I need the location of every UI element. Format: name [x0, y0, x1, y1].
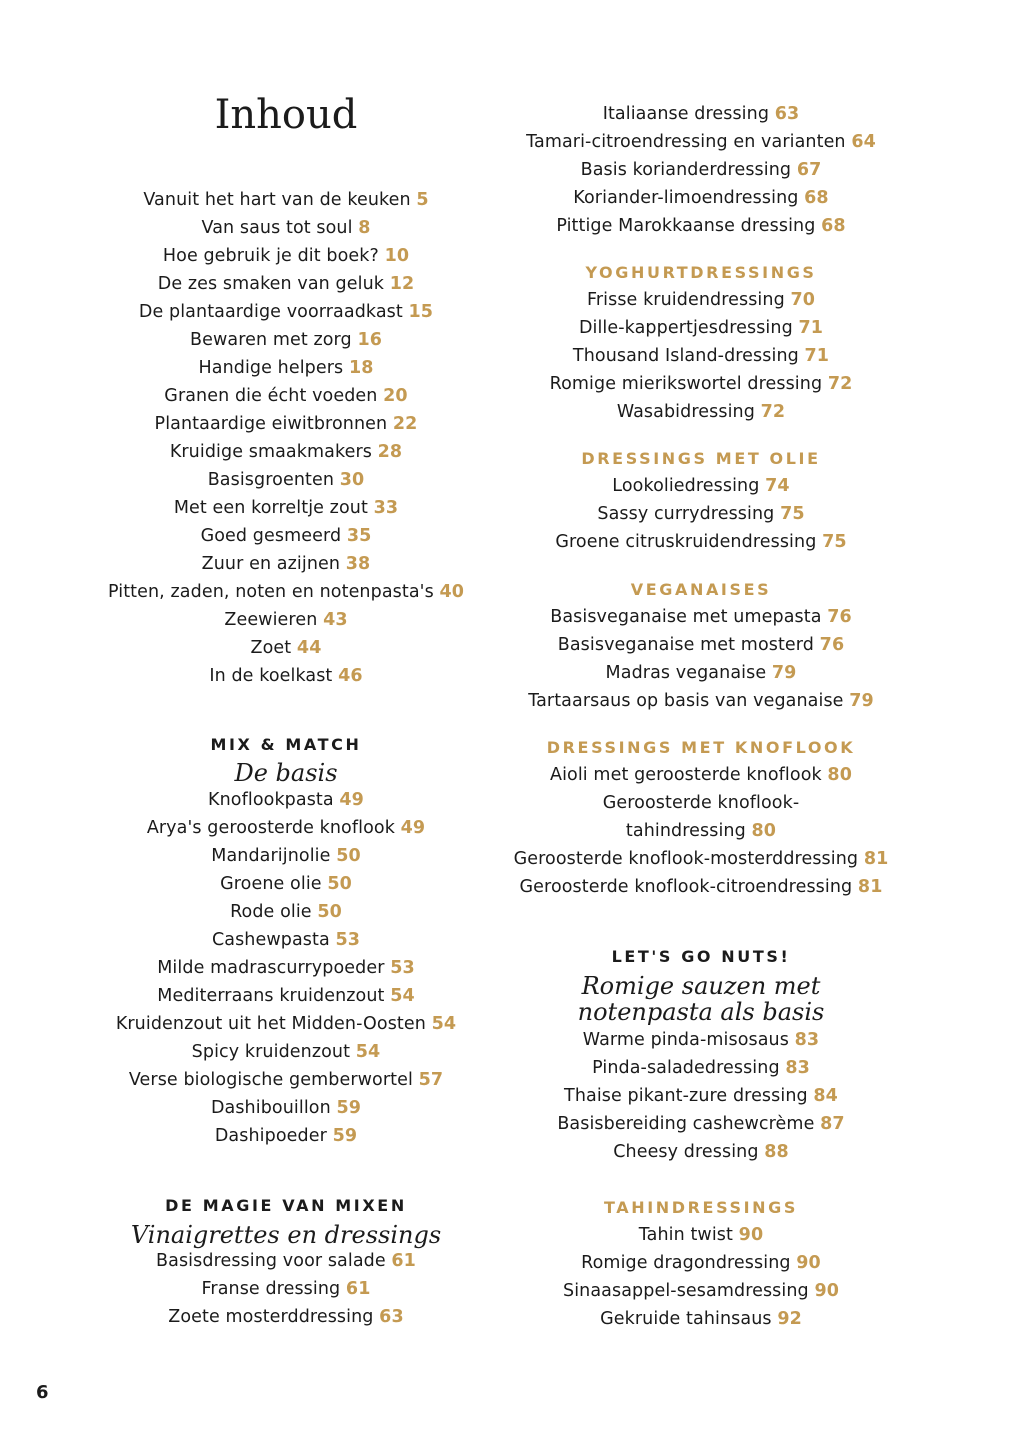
- toc-entry-title: Tartaarsaus op basis van veganaise: [528, 691, 844, 711]
- toc-entry-page: 72: [760, 402, 786, 422]
- toc-entry-title: Plantaardige eiwitbronnen: [154, 414, 388, 434]
- toc-entry-title: Bewaren met zorg: [189, 330, 352, 350]
- toc-entry-title: Basisdressing voor salade: [156, 1251, 386, 1271]
- toc-entry-page: 20: [383, 386, 408, 406]
- toc-entry: [50, 1068, 522, 1092]
- toc-entry-page: 46: [338, 666, 363, 686]
- toc-entry-title: Romige dragondressing: [581, 1253, 791, 1273]
- toc-entry-page: 50: [317, 902, 342, 922]
- toc-entry-page: 71: [798, 318, 824, 338]
- toc-entry-page: 63: [774, 104, 800, 124]
- toc-entry-page: 61: [391, 1251, 416, 1271]
- toc-entry: [500, 130, 902, 154]
- toc-entry-title: Pitten, zaden, noten en notenpasta's: [107, 582, 434, 602]
- toc-entry-title: Rode olie: [230, 902, 312, 922]
- toc-entry: [50, 844, 522, 868]
- toc-entry: [500, 474, 902, 498]
- toc-entry: [50, 1277, 522, 1301]
- toc-entry-page: 84: [813, 1086, 838, 1106]
- toc-entry-title: Geroosterde knoflook-: [602, 793, 800, 813]
- toc-entry: [50, 272, 522, 296]
- section-subtitle: notenpasta als basis: [577, 998, 825, 1026]
- toc-entry-page: 81: [863, 849, 889, 869]
- section-subtitle: De basis: [234, 759, 338, 787]
- toc-entry-title: Geroosterde knoflook-mosterddressing: [513, 849, 859, 869]
- toc-entry: [500, 316, 902, 340]
- toc-entry-page: 5: [416, 190, 429, 210]
- toc-entry: [50, 928, 522, 952]
- toc-entry-page: 90: [814, 1281, 839, 1301]
- toc-entry-title: tahindressing: [625, 821, 746, 841]
- toc-entry: [500, 847, 902, 871]
- toc-entry-page: 68: [804, 188, 829, 208]
- toc-entry-title: Wasabidressing: [616, 402, 755, 422]
- toc-entry: [500, 344, 902, 368]
- page-title: Inhoud: [214, 92, 358, 138]
- toc-entry-title: Milde madrascurrypoeder: [157, 958, 385, 978]
- toc-entry: [500, 1307, 902, 1331]
- toc-entry-page: 57: [418, 1070, 444, 1090]
- toc-entry-title: Lookoliedressing: [612, 476, 760, 496]
- toc-entry: [500, 689, 902, 713]
- toc-entry-title: Pinda-saladedressing: [592, 1058, 780, 1078]
- toc-entry-title: Basisgroenten: [207, 470, 335, 490]
- toc-entry: [50, 524, 522, 548]
- toc-entry-title: Verse biologische gemberwortel: [128, 1070, 413, 1090]
- toc-entry-page: 59: [336, 1098, 362, 1118]
- toc-entry: [500, 1084, 902, 1108]
- toc-entry-title: Zeewieren: [224, 610, 318, 630]
- toc-entry-page: 10: [384, 246, 410, 266]
- toc-entry: [500, 605, 902, 629]
- toc-entry-page: 12: [389, 274, 415, 294]
- toc-entry-page: 43: [323, 610, 348, 630]
- toc-entry: [50, 244, 522, 268]
- toc-entry-title: De zes smaken van geluk: [157, 274, 385, 294]
- toc-entry-page: 16: [357, 330, 382, 350]
- toc-entry: [50, 956, 522, 980]
- toc-entry-title: Kruidige smaakmakers: [169, 442, 372, 462]
- toc-entry-page: 63: [379, 1307, 404, 1327]
- section-heading: LET'S GO NUTS!: [611, 947, 791, 966]
- toc-entry: [500, 1056, 902, 1080]
- toc-entry: [500, 1028, 902, 1052]
- toc-entry: [50, 872, 522, 896]
- toc-entry: [500, 1112, 902, 1136]
- section-heading: DE MAGIE VAN MIXEN: [165, 1196, 407, 1215]
- toc-entry-title: Kruidenzout uit het Midden-Oosten: [115, 1014, 426, 1034]
- toc-entry: [50, 1012, 522, 1036]
- toc-entry-title: Spicy kruidenzout: [191, 1042, 351, 1062]
- toc-entry: [50, 788, 522, 812]
- toc-entry: [50, 328, 522, 352]
- toc-entry-title: Met een korreltje zout: [173, 498, 368, 518]
- toc-entry-title: Geroosterde knoflook-citroendressing: [519, 877, 853, 897]
- toc-entry-title: Arya's geroosterde knoflook: [146, 818, 395, 838]
- page-number: 6: [36, 1382, 49, 1403]
- toc-entry-page: 15: [408, 302, 434, 322]
- toc-entry: [50, 1096, 522, 1120]
- toc-entry-page: 87: [820, 1114, 845, 1134]
- toc-entry-title: Zuur en azijnen: [201, 554, 341, 574]
- toc-entry-page: 90: [738, 1225, 764, 1245]
- toc-entry: [500, 186, 902, 210]
- toc-entry-title: Dille-kappertjesdressing: [578, 318, 793, 338]
- toc-entry: [50, 384, 522, 408]
- toc-entry: [50, 1305, 522, 1329]
- toc-entry: [50, 1249, 522, 1273]
- toc-entry-page: 80: [751, 821, 777, 841]
- toc-entry: [50, 1040, 522, 1064]
- toc-entry-page: 61: [345, 1279, 371, 1299]
- toc-entry-page: 54: [390, 986, 415, 1006]
- section-subtitle: Vinaigrettes en dressings: [130, 1221, 442, 1249]
- toc-entry: [50, 580, 522, 604]
- toc-entry: [50, 300, 522, 324]
- toc-entry: [500, 214, 902, 238]
- section-heading: DRESSINGS MET KNOFLOOK: [546, 738, 856, 757]
- toc-entry: [50, 816, 522, 840]
- toc-entry-title: Mandarijnolie: [211, 846, 331, 866]
- toc-entry: [500, 530, 902, 554]
- toc-entry-page: 75: [822, 532, 847, 552]
- toc-entry-page: 54: [431, 1014, 457, 1034]
- toc-entry-title: Basisbereiding cashewcrème: [557, 1114, 815, 1134]
- toc-entry-page: 8: [358, 218, 371, 238]
- toc-entry-title: Koriander-limoendressing: [573, 188, 799, 208]
- toc-entry-page: 50: [336, 846, 361, 866]
- toc-entry-title: Dashibouillon: [210, 1098, 331, 1118]
- toc-entry-page: 30: [339, 470, 365, 490]
- toc-entry: [50, 468, 522, 492]
- toc-entry-title: Granen die écht voeden: [164, 386, 378, 406]
- toc-entry-title: Dashipoeder: [214, 1126, 327, 1146]
- toc-entry-title: Groene citruskruidendressing: [555, 532, 817, 552]
- toc-entry-title: In de koelkast: [209, 666, 333, 686]
- toc-entry-page: 53: [335, 930, 361, 950]
- toc-entry: [500, 1140, 902, 1164]
- toc-entry-title: Knoflookpasta: [208, 790, 334, 810]
- toc-entry: [50, 188, 522, 212]
- toc-entry-title: Zoet: [250, 638, 292, 658]
- toc-entry-page: 81: [857, 877, 883, 897]
- toc-entry-title: Vanuit het hart van de keuken: [143, 190, 411, 210]
- toc-entry-page: 33: [373, 498, 399, 518]
- toc-entry: [50, 636, 522, 660]
- toc-entry: [500, 819, 902, 843]
- toc-entry-title: Basisveganaise met mosterd: [557, 635, 814, 655]
- toc-entry: [500, 875, 902, 899]
- toc-entry-page: 79: [849, 691, 874, 711]
- toc-entry-title: Van saus tot soul: [201, 218, 353, 238]
- toc-entry-page: 53: [390, 958, 415, 978]
- toc-entry-title: Basis korianderdressing: [580, 160, 792, 180]
- toc-entry-title: Aioli met geroosterde knoflook: [550, 765, 822, 785]
- section-heading: YOGHURTDRESSINGS: [585, 263, 817, 282]
- toc-entry: [50, 608, 522, 632]
- toc-entry: [50, 552, 522, 576]
- toc-entry: [500, 1251, 902, 1275]
- toc-entry: [500, 633, 902, 657]
- toc-entry-title: Mediterraans kruidenzout: [157, 986, 385, 1006]
- toc-entry: [500, 1223, 902, 1247]
- toc-entry-page: 71: [804, 346, 830, 366]
- toc-entry: [50, 900, 522, 924]
- section-heading: VEGANAISES: [630, 580, 772, 599]
- toc-entry-page: 92: [777, 1309, 802, 1329]
- toc-entry-page: 50: [327, 874, 352, 894]
- toc-entry: [50, 356, 522, 380]
- toc-entry-title: Pittige Marokkaanse dressing: [556, 216, 816, 236]
- toc-entry-title: Hoe gebruik je dit boek?: [162, 246, 379, 266]
- toc-entry-title: Handige helpers: [198, 358, 344, 378]
- toc-entry-page: 54: [355, 1042, 381, 1062]
- toc-entry-page: 64: [851, 132, 876, 152]
- toc-entry-page: 18: [348, 358, 374, 378]
- toc-entry-title: Tahin twist: [638, 1225, 733, 1245]
- toc-entry-page: 83: [794, 1030, 820, 1050]
- toc-entry-page: 88: [764, 1142, 789, 1162]
- toc-entry-title: Sassy currydressing: [597, 504, 775, 524]
- toc-entry-page: 49: [400, 818, 426, 838]
- toc-entry-title: Thousand Island-dressing: [572, 346, 799, 366]
- toc-entry-page: 83: [785, 1058, 810, 1078]
- toc-entry: [50, 664, 522, 688]
- section-subtitle: Romige sauzen met: [581, 972, 821, 1000]
- toc-entry-page: 76: [827, 607, 852, 627]
- toc-entry: [500, 372, 902, 396]
- toc-entry: [50, 216, 522, 240]
- toc-entry: [50, 440, 522, 464]
- toc-entry: [500, 763, 902, 787]
- toc-entry-page: 28: [377, 442, 403, 462]
- toc-entry-page: 70: [790, 290, 816, 310]
- toc-entry-title: Zoete mosterddressing: [168, 1307, 374, 1327]
- toc-entry-page: 76: [819, 635, 845, 655]
- toc-entry: [500, 791, 902, 815]
- toc-entry-page: 40: [439, 582, 465, 602]
- toc-entry-page: 22: [392, 414, 418, 434]
- toc-entry-title: Cheesy dressing: [613, 1142, 759, 1162]
- toc-entry: [50, 412, 522, 436]
- toc-entry-title: Cashewpasta: [211, 930, 330, 950]
- toc-entry-page: 72: [827, 374, 853, 394]
- toc-entry-title: Italiaanse dressing: [602, 104, 770, 124]
- toc-entry: [50, 984, 522, 1008]
- toc-entry-page: 67: [796, 160, 822, 180]
- toc-entry-page: 74: [765, 476, 790, 496]
- toc-entry-page: 68: [821, 216, 846, 236]
- toc-entry-title: Madras veganaise: [605, 663, 767, 683]
- toc-entry: [50, 496, 522, 520]
- toc-entry-page: 44: [296, 638, 322, 658]
- toc-entry: [500, 502, 902, 526]
- toc-entry-title: Romige mierikswortel dressing: [549, 374, 823, 394]
- toc-entry: [500, 400, 902, 424]
- toc-entry: [500, 288, 902, 312]
- toc-entry-page: 35: [346, 526, 372, 546]
- toc-entry: [500, 1279, 902, 1303]
- toc-entry-title: Goed gesmeerd: [200, 526, 342, 546]
- toc-entry-title: De plantaardige voorraadkast: [138, 302, 403, 322]
- toc-entry-title: Groene olie: [220, 874, 322, 894]
- toc-entry: [500, 661, 902, 685]
- section-heading: MIX & MATCH: [210, 735, 362, 754]
- toc-entry-page: 90: [796, 1253, 821, 1273]
- toc-entry-page: 49: [339, 790, 364, 810]
- toc-entry-page: 38: [345, 554, 371, 574]
- section-heading: TAHINDRESSINGS: [603, 1198, 799, 1217]
- toc-entry-title: Sinaasappel-sesamdressing: [563, 1281, 809, 1301]
- toc-entry-page: 79: [771, 663, 797, 683]
- toc-entry: [50, 1124, 522, 1148]
- toc-entry-title: Basisveganaise met umepasta: [550, 607, 822, 627]
- section-heading: DRESSINGS MET OLIE: [581, 449, 821, 468]
- toc-entry-title: Frisse kruidendressing: [586, 290, 785, 310]
- toc-entry-title: Franse dressing: [201, 1279, 341, 1299]
- toc-entry-title: Gekruide tahinsaus: [600, 1309, 772, 1329]
- toc-entry: [500, 102, 902, 126]
- toc-entry-title: Warme pinda-misosaus: [582, 1030, 789, 1050]
- toc-entry-page: 80: [827, 765, 852, 785]
- toc-entry-title: Tamari-citroendressing en varianten: [526, 132, 846, 152]
- toc-entry-page: 59: [332, 1126, 358, 1146]
- toc-entry: [500, 158, 902, 182]
- toc-entry-page: 75: [780, 504, 805, 524]
- toc-entry-title: Thaise pikant-zure dressing: [564, 1086, 808, 1106]
